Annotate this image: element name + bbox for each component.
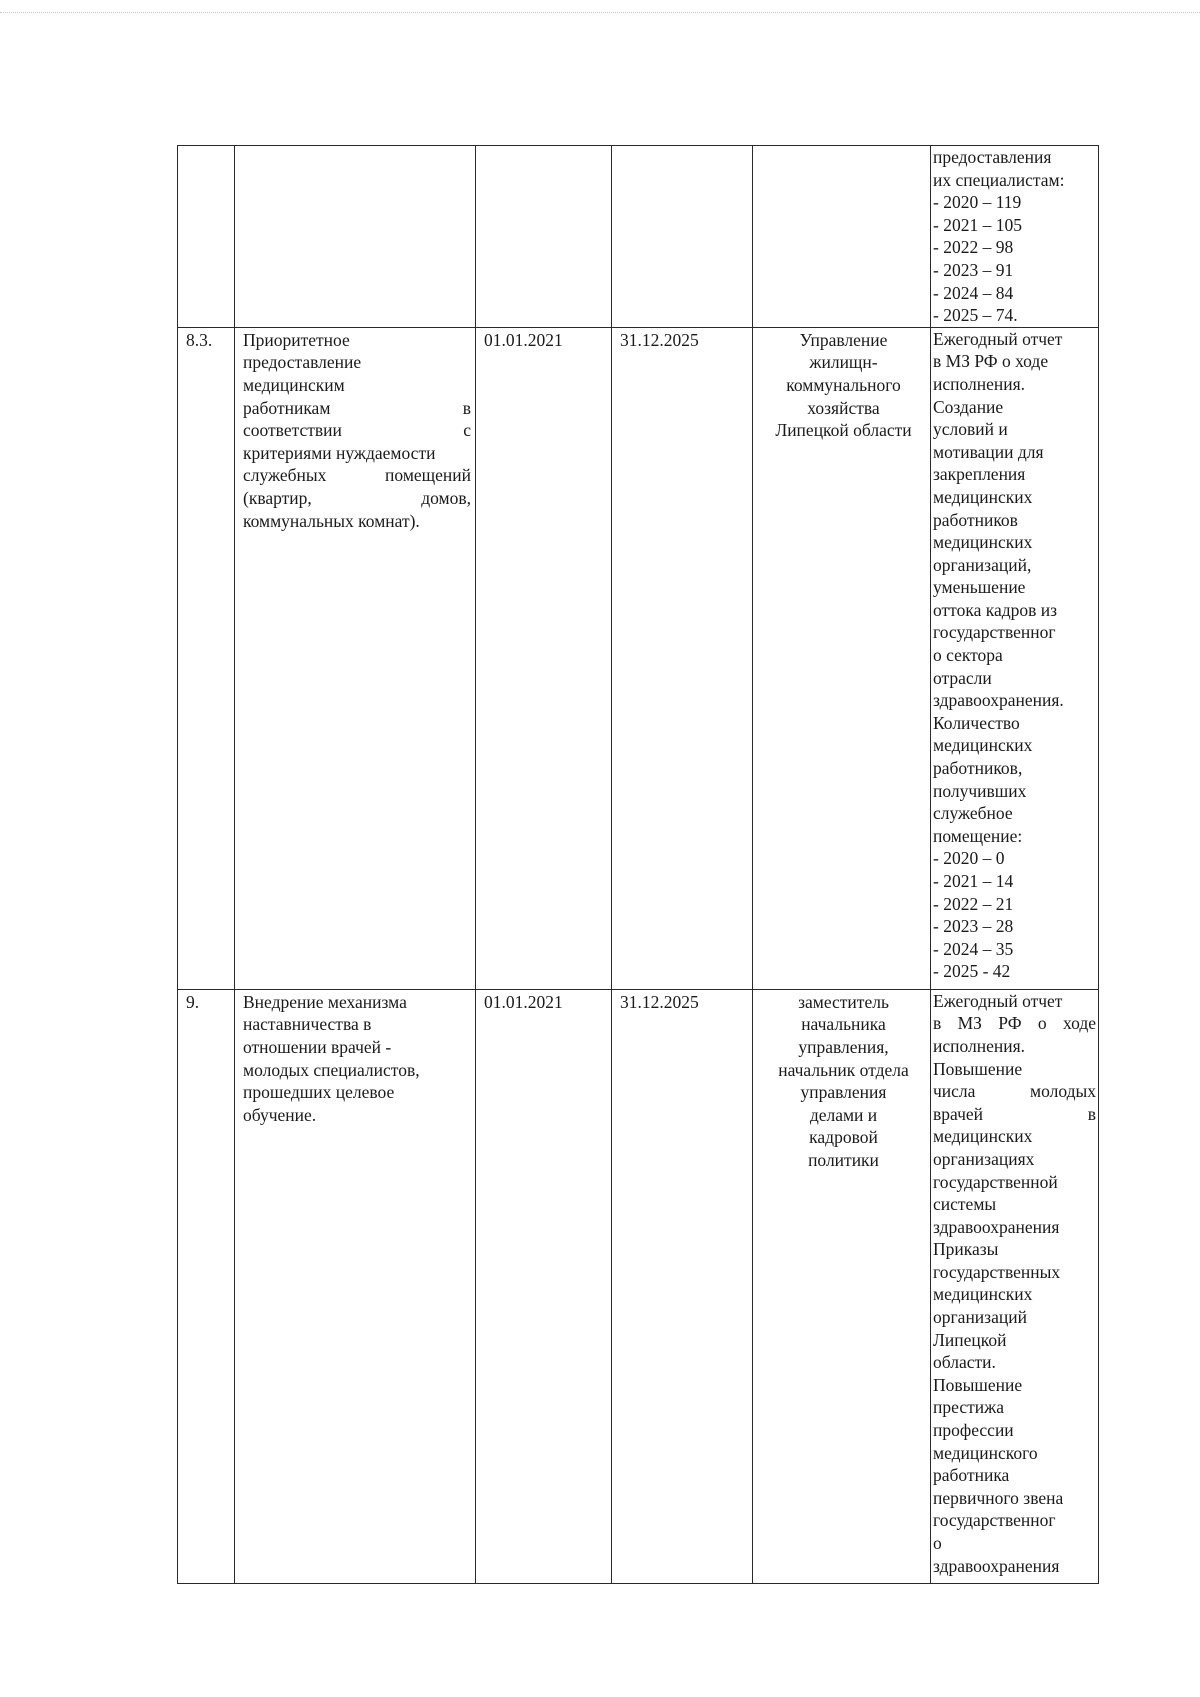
cell-start-date xyxy=(476,989,612,1583)
activity-line: Внедрение механизма xyxy=(243,991,407,1012)
responsible-line: начальник отдела xyxy=(778,1059,909,1080)
result-line: - 2022 – 21 xyxy=(933,893,1014,914)
result-line: Повышение xyxy=(933,1058,1023,1079)
result-line: медицинских xyxy=(933,486,1033,507)
row-number: 8.3. xyxy=(186,329,213,350)
cell-responsible xyxy=(753,327,931,989)
activity-line: отношении врачей - xyxy=(243,1036,392,1057)
result-line: здравоохранения xyxy=(933,1555,1060,1576)
result-line: работника xyxy=(933,1465,1010,1486)
activity-word: служебных xyxy=(243,465,327,486)
result-line: - 2024 – 84 xyxy=(933,282,1014,303)
result-line xyxy=(933,1080,1096,1103)
activity-line: обучение. xyxy=(243,1104,317,1125)
result-line: престижа xyxy=(933,1397,1004,1418)
plan-table xyxy=(177,145,1099,1584)
activity-word: помещений xyxy=(385,465,471,486)
result-line: о xyxy=(933,1533,942,1553)
result-line: - 2021 – 14 xyxy=(933,871,1014,891)
result-line: их специалистам: xyxy=(933,169,1065,190)
result-line: предоставления xyxy=(933,147,1052,167)
activity-line: предоставление xyxy=(243,352,362,373)
activity-word: домов, xyxy=(421,487,471,508)
result-line: профессии xyxy=(933,1420,1014,1441)
activity-line xyxy=(243,464,471,487)
result-line: медицинских xyxy=(933,1126,1033,1147)
activity-line: наставничества в xyxy=(243,1014,372,1035)
cell-end-date xyxy=(612,989,753,1583)
result-word: врачей xyxy=(933,1103,984,1124)
row-number: 9. xyxy=(186,991,200,1012)
responsible-line: Управление xyxy=(799,329,888,350)
activity-line: медицинским xyxy=(243,374,345,395)
result-line xyxy=(933,1012,1096,1035)
responsible-line: делами и xyxy=(809,1104,878,1125)
result-line: Ежегодный отчет xyxy=(933,328,1063,349)
result-line: - 2020 – 0 xyxy=(933,848,1005,869)
result-line xyxy=(933,1103,1096,1126)
responsible-line: кадровой xyxy=(809,1127,878,1148)
result-line: уменьшение xyxy=(933,577,1026,598)
activity-line: прошедших целевое xyxy=(243,1082,395,1103)
result-line: - 2025 - 42 xyxy=(933,961,1011,982)
result-line: Ежегодный отчет xyxy=(933,990,1063,1011)
result-line: - 2025 – 74. xyxy=(933,305,1018,326)
result-line: государственных xyxy=(933,1261,1061,1282)
result-line: медицинских xyxy=(933,735,1033,756)
result-line: медицинских xyxy=(933,1284,1033,1305)
result-line: служебное xyxy=(933,803,1013,824)
cell-number xyxy=(178,327,235,989)
activity-line xyxy=(243,397,471,420)
result-word: молодых xyxy=(1030,1081,1096,1102)
activity-line: молодых специалистов, xyxy=(243,1059,420,1080)
result-line: области. xyxy=(933,1352,996,1373)
result-line: закрепления xyxy=(933,464,1026,485)
responsible-line: управления xyxy=(800,1082,887,1103)
result-line: оттока кадров из xyxy=(933,599,1058,620)
responsible-line: жилищн- xyxy=(809,352,878,373)
scan-artifact-line xyxy=(0,12,1200,13)
result-line: отрасли xyxy=(933,667,992,688)
responsible-line: заместитель xyxy=(798,991,889,1012)
result-line: о сектора xyxy=(933,645,1003,666)
result-line: медицинского xyxy=(933,1442,1038,1463)
result-word: ходе xyxy=(1062,1013,1096,1034)
result-line: - 2024 – 35 xyxy=(933,938,1014,959)
result-line: организаций xyxy=(933,1307,1027,1328)
cell-result xyxy=(931,146,1099,328)
result-line: получивших xyxy=(933,780,1027,801)
cell-number xyxy=(178,146,235,328)
result-line: Количество xyxy=(933,712,1020,733)
result-line: в МЗ РФ о ходе xyxy=(933,351,1049,372)
result-word: числа xyxy=(933,1081,976,1102)
cell-activity xyxy=(235,327,476,989)
cell-responsible xyxy=(753,146,931,328)
result-line: государственной xyxy=(933,1171,1058,1192)
cell-activity xyxy=(235,146,476,328)
result-word: РФ xyxy=(998,1013,1022,1034)
result-line: организациях xyxy=(933,1148,1035,1169)
table-row xyxy=(178,327,1099,989)
result-line: Приказы xyxy=(933,1239,999,1260)
result-line: государственног xyxy=(933,1510,1056,1531)
result-word: в xyxy=(1087,1103,1096,1124)
end-date: 31.12.2025 xyxy=(620,329,699,350)
responsible-line: коммунального xyxy=(786,374,901,395)
result-line: - 2022 – 98 xyxy=(933,237,1014,258)
result-line: системы xyxy=(933,1194,997,1215)
activity-word: в xyxy=(462,397,471,418)
result-line: - 2020 – 119 xyxy=(933,192,1022,213)
result-line: организаций, xyxy=(933,554,1032,575)
result-line: здравоохранения xyxy=(933,1216,1060,1237)
activity-line: коммунальных комнат). xyxy=(243,510,420,531)
table-row xyxy=(178,146,1099,328)
cell-result xyxy=(931,327,1099,989)
result-word: в xyxy=(933,1013,942,1034)
activity-line xyxy=(243,487,471,510)
responsible-line: хозяйства xyxy=(807,397,880,418)
result-line: условий и xyxy=(933,419,1008,440)
result-line: исполнения. xyxy=(933,373,1026,394)
end-date: 31.12.2025 xyxy=(620,991,699,1012)
result-line: - 2023 – 91 xyxy=(933,259,1014,280)
result-line: работников xyxy=(933,509,1018,530)
responsible-line: Липецкой области xyxy=(775,420,912,441)
start-date: 01.01.2021 xyxy=(484,329,563,350)
cell-start-date xyxy=(476,327,612,989)
table-row xyxy=(178,989,1099,1583)
result-line: Липецкой xyxy=(933,1329,1007,1350)
result-line: - 2023 – 28 xyxy=(933,916,1014,937)
result-line: здравоохранения. xyxy=(933,690,1064,711)
activity-line: критериями нуждаемости xyxy=(243,442,436,463)
start-date: 01.01.2021 xyxy=(484,991,563,1012)
activity-word: соответствии xyxy=(243,420,342,441)
cell-result xyxy=(931,989,1099,1583)
cell-responsible xyxy=(753,989,931,1583)
cell-end-date xyxy=(612,327,753,989)
responsible-line: управления, xyxy=(798,1036,889,1057)
result-line: мотивации для xyxy=(933,441,1044,462)
result-line: - 2021 – 105 xyxy=(933,214,1022,235)
cell-start-date xyxy=(476,146,612,328)
activity-line xyxy=(243,419,471,442)
cell-end-date xyxy=(612,146,753,328)
result-line: медицинских xyxy=(933,532,1033,553)
activity-line: Приоритетное xyxy=(243,329,350,350)
result-line: государственног xyxy=(933,622,1056,643)
result-line: Создание xyxy=(933,396,1004,417)
result-line: исполнения. xyxy=(933,1035,1026,1056)
result-line: помещение: xyxy=(933,825,1023,846)
result-line: Повышение xyxy=(933,1374,1023,1395)
responsible-line: политики xyxy=(808,1149,879,1170)
result-word: МЗ xyxy=(957,1013,982,1034)
cell-activity xyxy=(235,989,476,1583)
activity-word: работникам xyxy=(243,397,331,418)
result-line: первичного звена xyxy=(933,1487,1064,1508)
result-word: о xyxy=(1037,1013,1047,1034)
activity-word: (квартир, xyxy=(243,487,312,508)
activity-word: с xyxy=(463,420,471,441)
result-line: работников, xyxy=(933,758,1023,779)
responsible-line: начальника xyxy=(801,1014,886,1035)
cell-number xyxy=(178,989,235,1583)
